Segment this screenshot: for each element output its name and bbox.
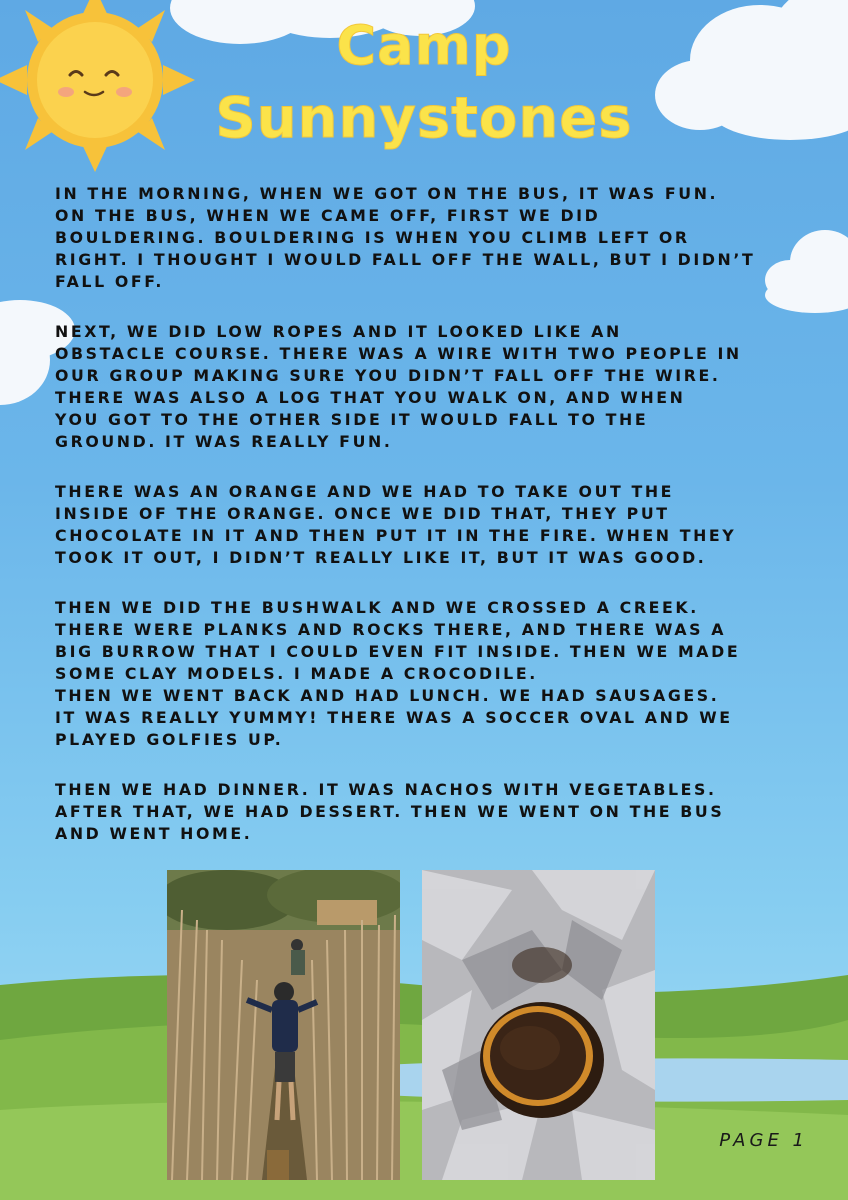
page-number: PAGE 1 xyxy=(719,1130,808,1151)
paragraph: THEN WE DID THE BUSHWALK AND WE CROSSED A CREEK. THERE WERE PLANKS AND ROCKS THERE, AND THERE WAS A BIG BURROW THAT I COULD EVEN FIT INSIDE. THEN WE MADE SOME CLAY MODELS. I MADE A CROCODILE. THEN WE WENT BACK AND HAD LUNCH. WE HAD SAUSAGES. IT WAS REALLY YUMMY! THERE WAS A SOCCER OVAL AND WE PLAYED GOLFIES UP. xyxy=(55,598,741,749)
paragraph: IN THE MORNING, WHEN WE GOT ON THE BUS, IT WAS FUN. ON THE BUS, WHEN WE CAME OFF, FIRST WE DID BOULDERING. BOULDERING IS WHEN YOU CLIMB LEFT OR RIGHT. I THOUGHT I WOULD FALL OFF THE WALL, BUT I DIDN’T FALL OFF. xyxy=(55,184,756,291)
title-line-2: Sunnystones xyxy=(215,86,633,151)
paragraph: NEXT, WE DID LOW ROPES AND IT LOOKED LIKE AN OBSTACLE COURSE. THERE WAS A WIRE WITH TWO PEOPLE IN OUR GROUP MAKING SURE YOU DIDN’T FALL OFF THE WIRE. THERE WAS ALSO A LOG THAT YOU WALK ON, AND WHEN YOU GOT TO THE OTHER SIDE IT WOULD FALL TO THE GROUND. IT WAS REALLY FUN. xyxy=(55,322,742,451)
story-text xyxy=(55,183,795,873)
chocolate-orange-photo xyxy=(422,870,655,1180)
paragraph: THERE WAS AN ORANGE AND WE HAD TO TAKE OUT THE INSIDE OF THE ORANGE. ONCE WE DID THAT, THEY PUT CHOCOLATE IN IT AND THEN PUT IT IN THE FIRE. WHEN THEY TOOK IT OUT, I DIDN’T REALLY LIKE IT, BUT IT WAS GOOD. xyxy=(55,482,737,567)
bushwalk-photo xyxy=(167,870,400,1180)
title-line-1: Camp xyxy=(336,14,512,77)
paragraph: THEN WE HAD DINNER. IT WAS NACHOS WITH VEGETABLES. AFTER THAT, WE HAD DESSERT. THEN WE WENT ON THE BUS AND WENT HOME. xyxy=(55,780,725,843)
